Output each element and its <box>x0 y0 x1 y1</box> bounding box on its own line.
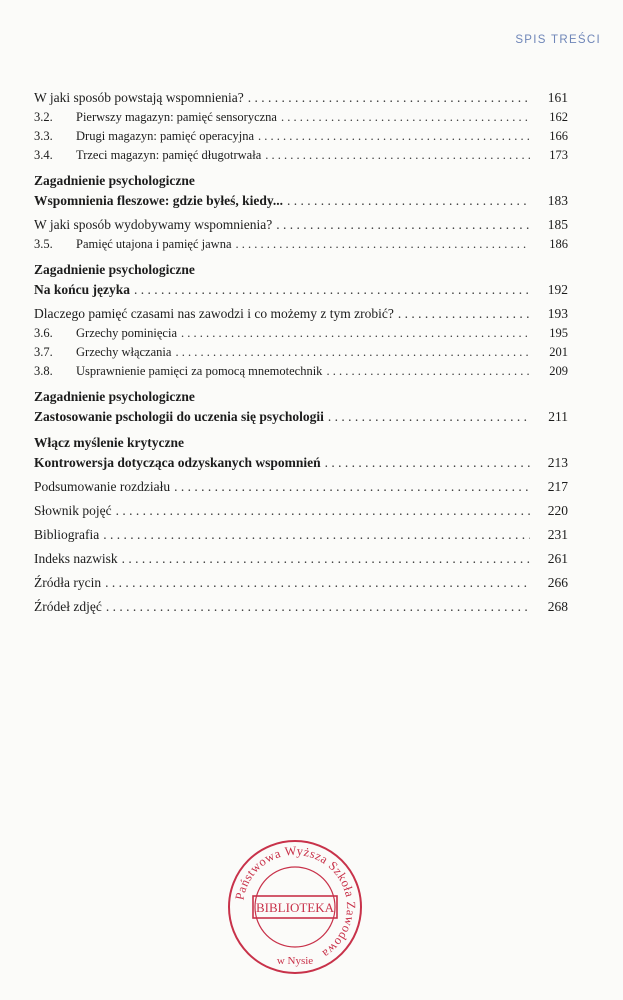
toc-entry-title: Trzeci magazyn: pamięć długotrwała <box>76 148 262 162</box>
toc-entry-title: Podsumowanie rozdziału <box>34 479 171 494</box>
toc-page-number: 183 <box>547 193 568 208</box>
toc-entry-title: Włącz myślenie krytyczne <box>34 435 184 450</box>
dot-leader <box>122 549 530 569</box>
toc-page-number: 186 <box>549 237 568 251</box>
dot-leader <box>287 191 530 211</box>
toc-entry-number: 3.7. <box>34 345 53 359</box>
toc-entry-title: Na końcu języka <box>34 282 131 297</box>
toc-entry-title: Słownik pojęć <box>34 503 112 518</box>
toc-page-number: 213 <box>547 455 568 470</box>
toc-entry-number: 3.3. <box>34 129 53 143</box>
toc-entry-title: Źródła rycin <box>34 575 102 590</box>
toc-entry-title: Kontrowersja dotycząca odzyskanych wspomnień <box>34 455 321 470</box>
toc-page-number: 231 <box>547 527 568 542</box>
toc-entry <box>34 215 568 235</box>
stamp-center-text: BIBLIOTEKA <box>256 900 334 915</box>
toc-entry-title: Drugi magazyn: pamięć operacyjna <box>76 129 255 143</box>
dot-leader <box>181 324 530 343</box>
toc-entry-title: Grzechy włączania <box>76 345 172 359</box>
toc-page-number: 201 <box>549 345 568 359</box>
toc-page-number: 266 <box>547 575 568 590</box>
toc-page-number: 195 <box>549 326 568 340</box>
dot-leader <box>265 146 530 165</box>
toc-page-number: 268 <box>547 599 568 614</box>
toc-subentry <box>34 343 568 362</box>
toc-entry <box>34 453 568 473</box>
toc-entry-title: Bibliografia <box>34 527 100 542</box>
toc-page-number: 217 <box>547 479 568 494</box>
toc-page-number: 192 <box>547 282 568 297</box>
toc-entry <box>34 88 568 108</box>
dot-leader <box>103 525 530 545</box>
toc-entry-title: Zagadnienie psychologiczne <box>34 173 195 188</box>
toc-entry-title: Wspomnienia fleszowe: gdzie byłeś, kiedy... <box>34 193 283 208</box>
dot-leader <box>326 362 530 381</box>
toc-entry <box>34 525 568 545</box>
toc-page-number: 185 <box>547 217 568 232</box>
dot-leader <box>106 597 530 617</box>
toc-page-number: 261 <box>547 551 568 566</box>
toc-entry-number: 3.8. <box>34 364 53 378</box>
toc-subentry <box>34 127 568 146</box>
toc-entry-title: Grzechy pominięcia <box>76 326 177 340</box>
toc-entry-title: W jaki sposób powstają wspomnienia? <box>34 90 244 105</box>
toc-subentry <box>34 146 568 165</box>
dot-leader <box>325 453 530 473</box>
toc-section-label <box>34 433 568 453</box>
toc-page-number: 161 <box>547 90 568 105</box>
toc-entry-title: Indeks nazwisk <box>34 551 118 566</box>
toc-subentry <box>34 108 568 127</box>
stamp-ring-text: Państwowa Wyższa Szkoła Zawodowa <box>232 843 359 962</box>
toc-entry-number: 3.5. <box>34 237 53 251</box>
dot-leader <box>174 477 530 497</box>
toc-entry <box>34 477 568 497</box>
toc-entry-title: Zagadnienie psychologiczne <box>34 262 195 277</box>
toc-entry-title: Źródeł zdjęć <box>34 599 102 614</box>
toc-entry <box>34 573 568 593</box>
toc-entry <box>34 407 568 427</box>
running-head: SPIS TREŚCI <box>515 34 601 46</box>
toc-page-number: 162 <box>549 110 568 124</box>
stamp-bottom-text: w Nysie <box>276 955 314 967</box>
toc-subentry <box>34 324 568 343</box>
dot-leader <box>116 501 530 521</box>
dot-leader <box>236 235 531 254</box>
toc-page-number: 166 <box>549 129 568 143</box>
dot-leader <box>134 280 530 300</box>
dot-leader <box>398 304 530 324</box>
toc-section-label <box>34 171 568 191</box>
dot-leader <box>175 343 530 362</box>
toc-page-number: 209 <box>549 364 568 378</box>
dot-leader <box>276 215 530 235</box>
dot-leader <box>258 127 530 146</box>
toc-entry <box>34 304 568 324</box>
toc-page-number: 173 <box>549 148 568 162</box>
toc-page-number: 193 <box>547 306 568 321</box>
dot-leader <box>105 573 530 593</box>
toc-entry <box>34 597 568 617</box>
toc-entry-title: Pierwszy magazyn: pamięć sensoryczna <box>76 110 277 124</box>
toc-entry-title: Zastosowanie pschologii do uczenia się psychologii <box>34 409 324 424</box>
toc-entry <box>34 280 568 300</box>
toc-page-number: 211 <box>548 409 568 424</box>
dot-leader <box>328 407 530 427</box>
toc-entry-title: Zagadnienie psychologiczne <box>34 389 195 404</box>
toc-subentry <box>34 362 568 381</box>
toc-entry-title: Pamięć utajona i pamięć jawna <box>76 237 232 251</box>
toc-entry-title: Usprawnienie pamięci za pomocą mnemotechnik <box>76 364 323 378</box>
dot-leader <box>281 108 530 127</box>
toc-entry-title: W jaki sposób wydobywamy wspomnienia? <box>34 217 273 232</box>
toc-section-label <box>34 260 568 280</box>
dot-leader <box>248 88 530 108</box>
table-of-contents <box>34 84 568 617</box>
toc-entry-title: Dlaczego pamięć czasami nas zawodzi i co możemy z tym zrobić? <box>34 306 394 321</box>
toc-entry-number: 3.4. <box>34 148 53 162</box>
toc-section-label <box>34 387 568 407</box>
toc-entry-number: 3.6. <box>34 326 53 340</box>
toc-entry <box>34 549 568 569</box>
toc-entry <box>34 501 568 521</box>
toc-subentry <box>34 235 568 254</box>
toc-entry-number: 3.2. <box>34 110 53 124</box>
toc-entry <box>34 191 568 211</box>
toc-page-number: 220 <box>547 503 568 518</box>
library-stamp <box>226 838 364 976</box>
